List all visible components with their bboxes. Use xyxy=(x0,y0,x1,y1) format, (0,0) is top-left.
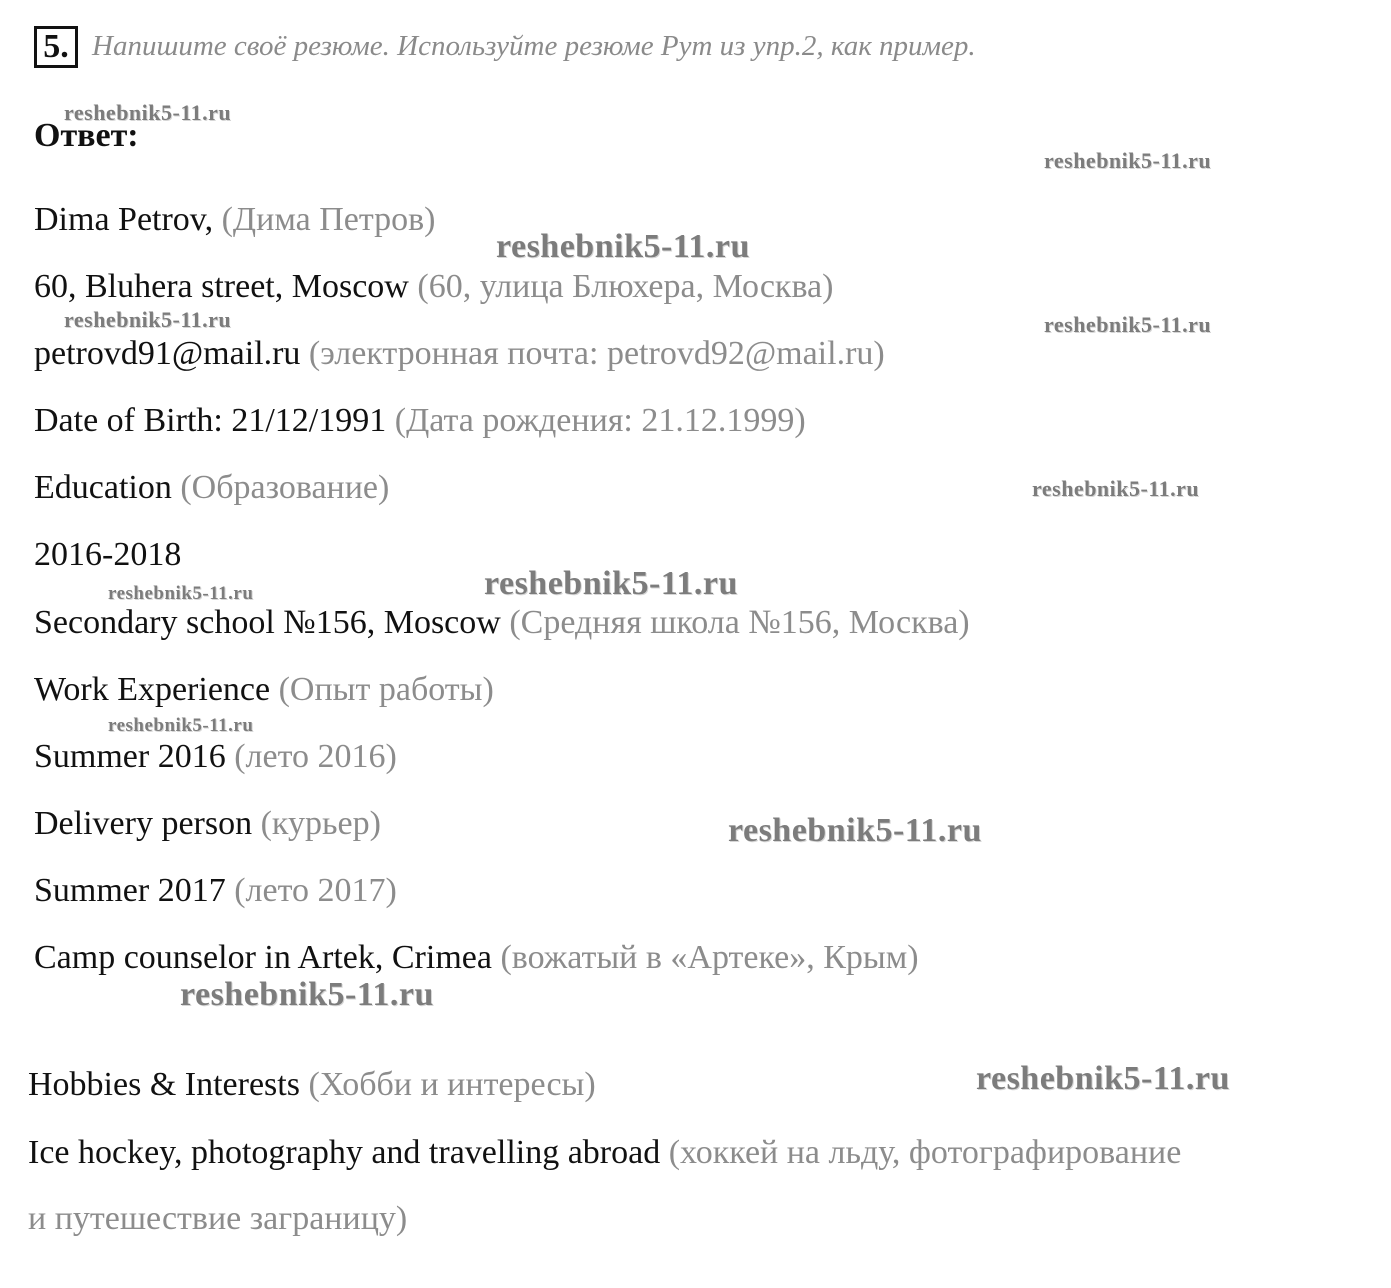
resume-work-period-1 xyxy=(34,737,397,777)
resume-line-en: Secondary school №156, Moscow xyxy=(34,604,510,641)
watermark: reshebnik5-11.ru xyxy=(1032,476,1200,501)
resume-line-ru: (хоккей на льду, фотографирование xyxy=(668,1134,1182,1171)
resume-name-line xyxy=(34,200,436,240)
resume-dob-line xyxy=(34,401,806,441)
resume-line-en: 60, Bluhera street, Moscow xyxy=(34,268,418,305)
resume-line-ru: (вожатый в «Артеке», Крым) xyxy=(500,939,919,976)
resume-line-ru: (Дата рождения: 21.12.1999) xyxy=(394,402,806,439)
watermark: reshebnik5-11.ru xyxy=(976,1060,1230,1097)
resume-line-ru: (Дима Петров) xyxy=(221,201,436,238)
resume-hobbies-line-2 xyxy=(28,1199,407,1239)
resume-education-heading xyxy=(34,468,389,508)
resume-line-ru: (электронная почта: petrovd92@mail.ru) xyxy=(308,335,885,372)
watermark: reshebnik5-11.ru xyxy=(64,100,232,125)
resume-line-ru: (лето 2017) xyxy=(234,872,397,909)
resume-line-ru: (Хобби и интересы) xyxy=(308,1066,596,1103)
resume-work-role-1 xyxy=(34,804,381,844)
resume-line-en: Summer 2016 xyxy=(34,738,235,775)
resume-line-ru: (Опыт работы) xyxy=(278,671,494,708)
resume-line-en: Work Experience xyxy=(34,671,279,708)
resume-line-en: Summer 2017 xyxy=(34,872,235,909)
watermark: reshebnik5-11.ru xyxy=(64,307,232,332)
watermark: reshebnik5-11.ru xyxy=(108,583,254,604)
watermark: reshebnik5-11.ru xyxy=(496,228,750,265)
watermark: reshebnik5-11.ru xyxy=(108,715,254,736)
resume-hobbies-heading xyxy=(28,1065,596,1105)
resume-line-en: Education xyxy=(34,469,181,506)
answer-label: Ответ: xyxy=(34,117,139,154)
watermark: reshebnik5-11.ru xyxy=(180,976,434,1013)
resume-line-ru: и путешествие заграницу) xyxy=(28,1200,408,1237)
resume-hobbies-line-1 xyxy=(28,1133,1181,1173)
task-number: 5. xyxy=(34,26,78,68)
watermark: reshebnik5-11.ru xyxy=(1044,312,1212,337)
resume-line-en: Hobbies & Interests xyxy=(28,1066,309,1103)
resume-line-en: Ice hockey, photography and travelling abroad xyxy=(28,1134,669,1171)
watermark: reshebnik5-11.ru xyxy=(728,812,982,849)
resume-line-en: Dima Petrov, xyxy=(34,201,222,238)
resume-line-en: Camp counselor in Artek, Crimea xyxy=(34,939,501,976)
resume-line-ru: (60, улица Блюхера, Москва) xyxy=(417,268,834,305)
resume-work-role-2 xyxy=(34,938,919,978)
resume-line-en: Date of Birth: 21/12/1991 xyxy=(34,402,395,439)
resume-line-ru: (Средняя школа №156, Москва) xyxy=(509,604,970,641)
resume-education-years xyxy=(34,535,181,575)
resume-address-line xyxy=(34,267,833,307)
resume-school-line xyxy=(34,603,970,643)
resume-line-en: Delivery person xyxy=(34,805,261,842)
watermark: reshebnik5-11.ru xyxy=(1044,148,1212,173)
resume-line-en: petrovd91@mail.ru xyxy=(34,335,309,372)
resume-work-period-2 xyxy=(34,871,397,911)
resume-line-en: 2016-2018 xyxy=(34,536,182,573)
resume-line-ru: (лето 2016) xyxy=(234,738,397,775)
resume-work-heading xyxy=(34,670,494,710)
resume-email-line xyxy=(34,334,885,374)
resume-line-ru: (Образование) xyxy=(180,469,390,506)
task-instruction: Напишите своё резюме. Используйте резюме Рут из упр.2, как пример. xyxy=(92,30,976,62)
watermark: reshebnik5-11.ru xyxy=(484,565,738,602)
resume-line-ru: (курьер) xyxy=(260,805,381,842)
